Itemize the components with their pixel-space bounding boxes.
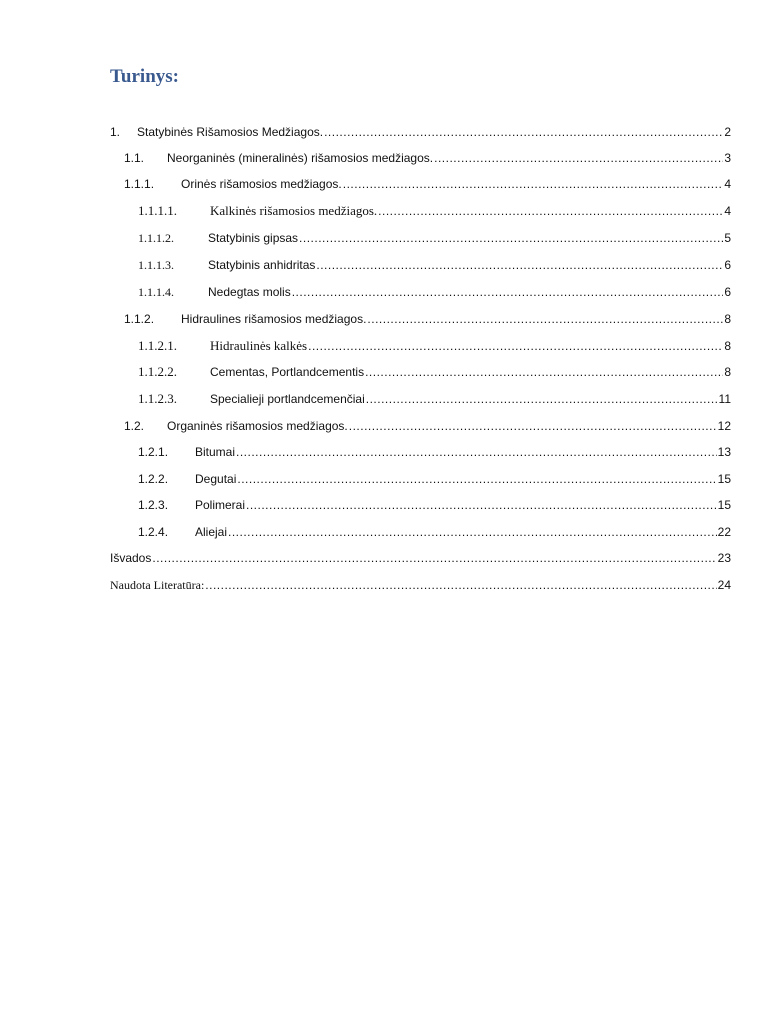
toc-leader [299,230,723,246]
toc-entry[interactable] [138,253,731,273]
toc-entry-number: 1.1. [124,151,145,165]
toc-entry-number: 1.1.2.3. [138,391,177,406]
toc-entry-label: Specialieji portlandcemenčiai [210,392,365,406]
toc-entry[interactable] [138,226,731,246]
toc-entry[interactable] [110,120,731,140]
toc-entry[interactable] [124,146,731,166]
toc-leader [152,550,716,566]
toc-entry-page: 5 [724,231,731,245]
toc-entry[interactable] [138,360,731,380]
toc-entry-label: Cementas, Portlandcementis [210,365,365,379]
toc-entry-number: 1.1.1.4. [138,285,174,299]
toc-entry-page: 12 [717,419,731,433]
toc-leader [205,577,716,593]
toc-entry-number: 1.2.2. [138,472,169,486]
toc-leader [324,124,723,140]
toc-entry[interactable] [138,334,731,354]
toc-entry-label: Statybinis anhidritas [208,258,316,272]
toc-leader [228,524,717,540]
toc-entry-page: 8 [724,312,731,326]
toc-entry-page: 22 [717,525,731,539]
toc-entry-number: 1.1.1.1. [138,203,177,218]
toc-entry-label: Aliejai [195,525,228,539]
toc-entry-page: 24 [717,578,731,592]
toc-leader [367,311,723,327]
toc-entry-number: 1.2.4. [138,525,169,539]
toc-leader [434,150,723,166]
toc-entry-page: 11 [718,392,731,406]
toc-entry-number: 1.1.1. [124,177,155,191]
toc-entry[interactable] [138,440,731,460]
toc-leader [246,497,717,513]
toc-leader [366,391,718,407]
toc-entry[interactable] [124,414,731,434]
toc-entry[interactable] [124,307,731,327]
toc-entry[interactable] [124,172,731,192]
toc-entry-label: Statybinis gipsas [208,231,299,245]
toc-leader [316,257,723,273]
toc-entry-page: 2 [724,125,731,139]
toc-entry-label: Degutai [195,472,237,486]
toc-entry-number: 1.2.1. [138,445,169,459]
toc-leader [237,471,716,487]
toc-entry[interactable] [110,546,731,566]
toc-entry-page: 6 [724,258,731,272]
toc-leader [378,203,723,219]
toc-entry-number: 1.1.2. [124,312,155,326]
toc-entry-label: Nedegtas molis [208,285,291,299]
toc-entry-number: 1.1.1.2. [138,231,174,245]
toc-entry-page: 8 [724,339,731,353]
toc-entry[interactable] [138,280,731,300]
toc-entry-page: 3 [724,151,731,165]
toc-entry-page: 23 [717,551,731,565]
toc-leader [349,418,717,434]
toc-entry[interactable] [138,493,731,513]
toc-leader [236,444,717,460]
toc-leader [343,176,724,192]
toc-title: Turinys: [110,66,179,87]
toc-entry-label: Kalkinės rišamosios medžiagos. [210,203,378,218]
toc-entry-number: 1.1.1.3. [138,258,174,272]
toc-entry-label: Išvados [110,551,152,565]
toc-entry-page: 13 [717,445,731,459]
toc-entry-page: 15 [717,498,731,512]
toc-entry-page: 4 [724,177,731,191]
toc-entry-page: 8 [724,365,731,379]
toc-entry-label: Organinės rišamosios medžiagos. [167,419,348,433]
toc-entry-number: 1.2.3. [138,498,169,512]
toc-entry-number: 1.2. [124,419,145,433]
toc-entry-number: 1.1.2.1. [138,338,177,353]
toc-entry-label: Hidraulinės kalkės [210,338,308,353]
toc-entry-label: Naudota Literatūra: [110,578,205,592]
toc-entry-label: Bitumai [195,445,236,459]
toc-leader [365,364,723,380]
toc-leader [308,338,723,354]
toc-entry[interactable] [110,573,731,593]
toc-entry-number: 1. [110,125,121,139]
toc-entry-number: 1.1.2.2. [138,364,177,379]
toc-entry-label: Polimerai [195,498,246,512]
toc-entry-page: 6 [724,285,731,299]
toc-entry-page: 4 [724,204,731,218]
toc-entry[interactable] [138,199,731,219]
toc-entry[interactable] [138,520,731,540]
toc-entry-label: Orinės rišamosios medžiagos. [181,177,342,191]
toc-entry[interactable] [138,387,731,407]
toc-entry-page: 15 [717,472,731,486]
toc-entry-label: Statybinės Rišamosios Medžiagos. [137,125,324,139]
toc-leader [292,284,724,300]
toc-entry[interactable] [138,467,731,487]
toc-entry-label: Neorganinės (mineralinės) rišamosios medžiagos. [167,151,434,165]
toc-entry-label: Hidraulines rišamosios medžiagos. [181,312,367,326]
